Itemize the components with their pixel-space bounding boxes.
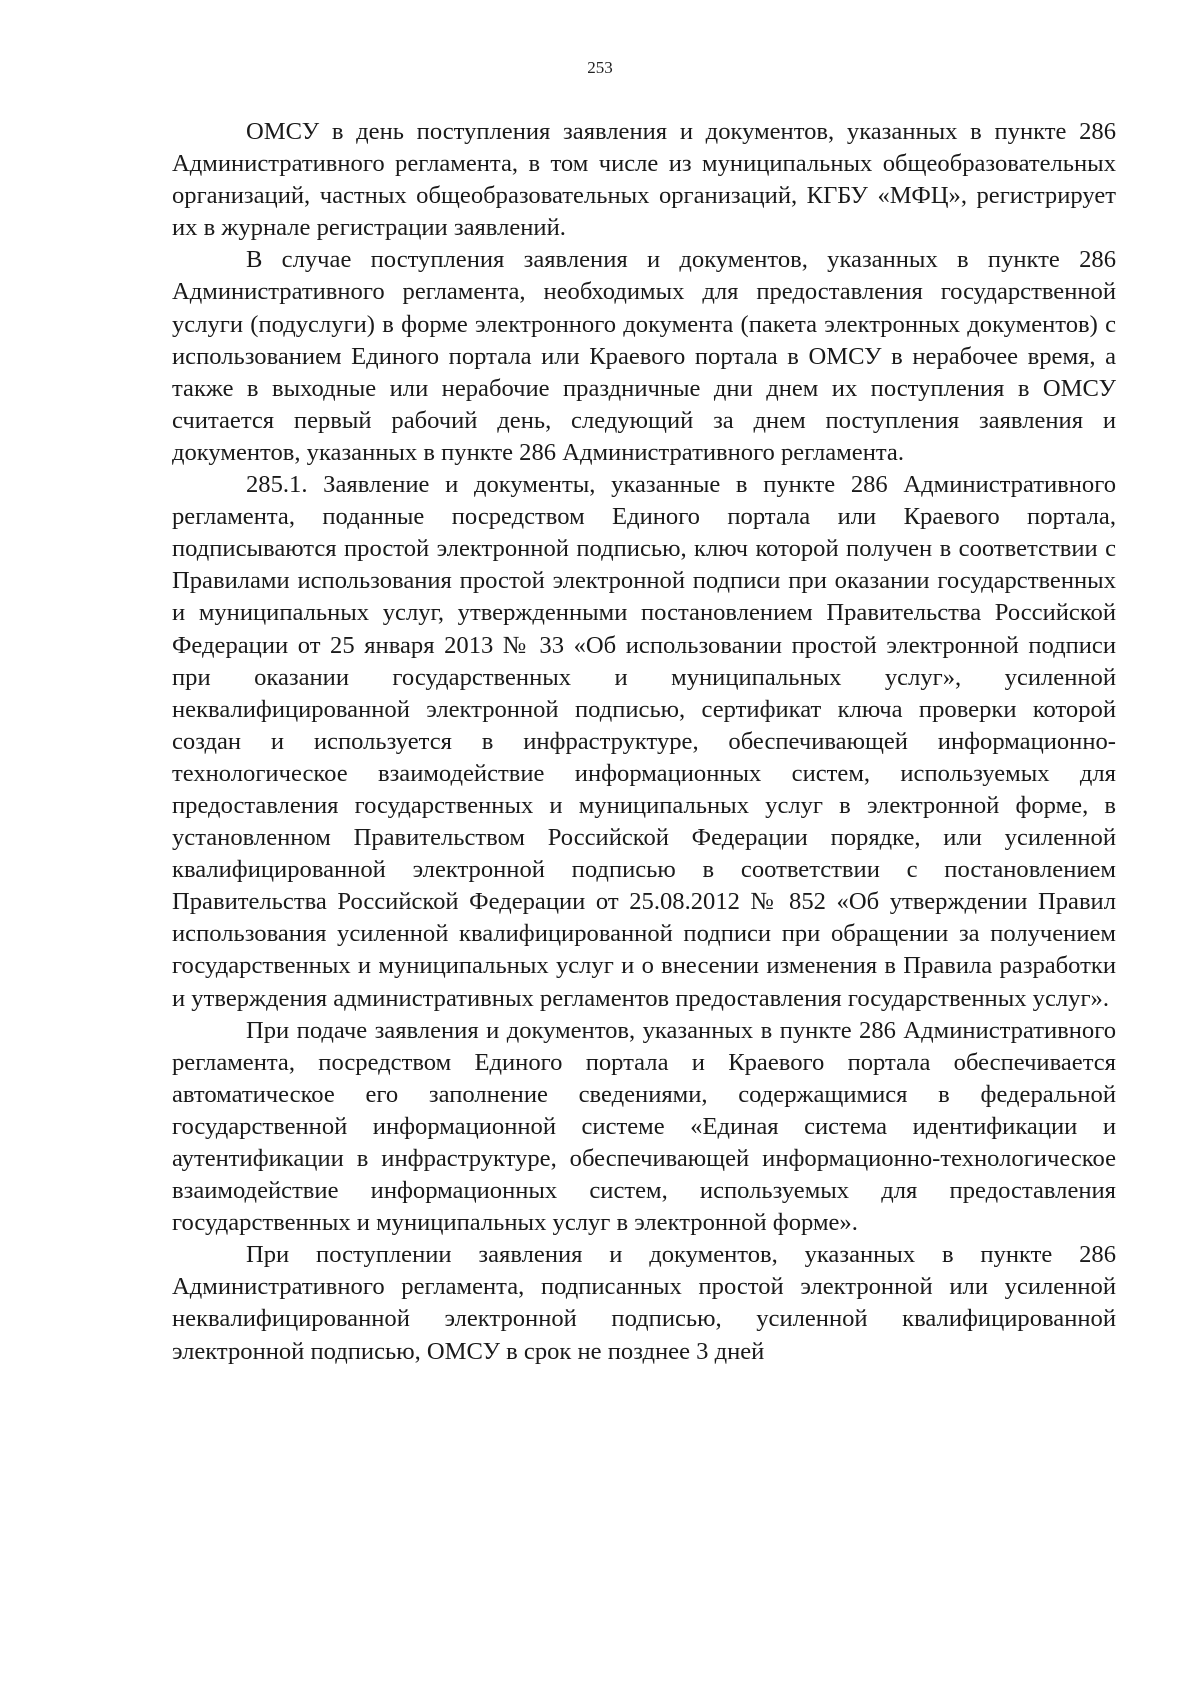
paragraph-autofill: При подаче заявления и документов, указанных в пункте 286 Административного регламента, посредством Единого портала и Краевого портала обеспечивается автоматическое его заполнение сведениями, содержащимися в федеральной государственной информационной системе «Единая система идентификации и аутентификации в инфраструктуре, обеспечивающей информационно-технологическое взаимодействие информационных систем, используемых для предоставления государственных и муниципальных услуг в электронной форме». xyxy=(172,1016,1116,1237)
paragraph-signature-check: При поступлении заявления и документов, указанных в пункте 286 Административного регламента, подписанных простой электронной или усиленной неквалифицированной электронной подписью, усиленной квалифицированной электронной подписью, ОМСУ в срок не позднее 3 дней xyxy=(172,1241,1116,1365)
document-body xyxy=(172,116,1116,1368)
paragraph-285-1: 285.1. Заявление и документы, указанные в пункте 286 Административного регламента, поданные посредством Единого портала или Краевого портала, подписываются простой электронной подписью, ключ которой получен в соответствии с Правилами использования простой электронной подписи при оказании государственных и муниципальных услуг, утвержденными постановлением Правительства Российской Федерации от 25 января 2013 № 33 «Об использовании простой электронной подписи при оказании государственных и муниципальных услуг», усиленной неквалифицированной электронной подписью, сертификат ключа проверки которой создан и используется в инфраструктуре, обеспечивающей информационно-технологическое взаимодействие информационных систем, используемых для предоставления государственных и муниципальных услуг в электронной форме, в установленном Правительством Российской Федерации порядке, или усиленной квалифицированной электронной подписью в соответствии с постановлением Правительства Российской Федерации от 25.08.2012 № 852 «Об утверждении Правил использования усиленной квалифицированной подписи при обращении за получением государственных и муниципальных услуг и о внесении изменения в Правила разработки и утверждения административных регламентов предоставления государственных услуг». xyxy=(172,471,1116,1012)
paragraph-registration: ОМСУ в день поступления заявления и документов, указанных в пункте 286 Административного регламента, в том числе из муниципальных общеобразовательных организаций, частных общеобразовательных организаций, КГБУ «МФЦ», регистрирует их в журнале регистрации заявлений. xyxy=(172,118,1116,242)
paragraph-non-working-time: В случае поступления заявления и документов, указанных в пункте 286 Административного регламента, необходимых для предоставления государственной услуги (подуслуги) в форме электронного документа (пакета электронных документов) с использованием Единого портала или Краевого портала в ОМСУ в нерабочее время, а также в выходные или нерабочие праздничные дни днем их поступления в ОМСУ считается первый рабочий день, следующий за днем поступления заявления и документов, указанных в пункте 286 Административного регламента. xyxy=(172,246,1116,466)
page-number: 253 xyxy=(587,58,613,77)
